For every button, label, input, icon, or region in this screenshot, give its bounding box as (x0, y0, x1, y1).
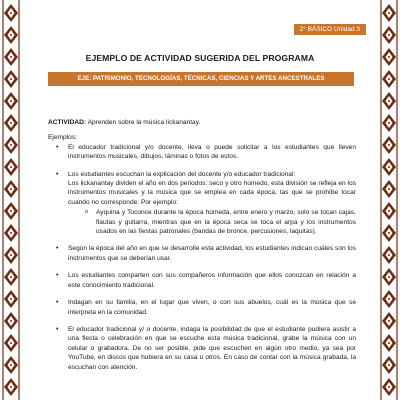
list-item-text: • Los estudiantes escuchan la explicación del docente y/o educador tradicional: (68, 170, 296, 178)
grade-unit-badge: 2° BÁSICO Unidad 3 (294, 24, 366, 35)
list-item (48, 143, 356, 162)
activity-label: ACTIVIDAD: (48, 119, 87, 126)
sub-list-item: o Ayquina y Toconce durante la época húmeda, entre enero y marzo, solo se tocan cajas, flautas y guitarra, mientras que en la época seca se toca el arpa y los instrumentos usados en las fiestas patronales (bandas de bronce, percusiones, laquitas). (68, 208, 356, 236)
ejemplos-heading: Ejemplos: (48, 134, 77, 142)
page-title: EJEMPLO DE ACTIVIDAD SUGERIDA DEL PROGRAMA (85, 53, 315, 63)
examples-list (48, 143, 356, 372)
list-item-text: El educador tradicional y/ o docente, indaga la posibilidad de que el estudiante pudiera asistir a una fiesta o celebración en que se escuche esta música tradicional, grabe la música con un celular o grabadora. De no ser posible, pide que escuchen en algún otro medio, ya sea por YouTube, en discos que hubiera en su casa u otros. En caso de contar con la música grabada, la escuchan con atención. (68, 325, 356, 371)
list-item (48, 244, 356, 263)
list-item-text: Según la época del año en que se desarrolle esta actividad, los estudiantes indican cuáles son los instrumentos que se deberían usar. (68, 245, 356, 262)
activity-line (48, 118, 356, 127)
sub-list (68, 208, 356, 236)
list-item (48, 271, 356, 290)
list-item-text: Indagan en su familia, en el lugar que viven, o con sus abuelos, cuál es la música que se interpreta en la comunidad. (68, 299, 356, 316)
list-item (48, 170, 356, 237)
list-item (48, 325, 356, 372)
list-item-text: El educador tradicional y/o docente, lleva o puede solicitar a los estudiantes que lleven instrumentos musicales, dibujos, láminas o fotos de estos. (68, 143, 356, 161)
eje-banner: EJE: PATRIMONIO, TECNOLOGÍAS, TÉCNICAS, CIENCIAS Y ARTES ANCESTRALES (48, 72, 354, 86)
activity-text: Aprenden sobre la música lickanantay. (86, 119, 201, 126)
activity-content (48, 118, 356, 380)
list-item (48, 298, 356, 317)
list-item-text-2: Los lickanantay dividen el año en dos periodos: seco y otro húmedo, esta división se refleja en los instrumentos musicales y la música que se emplea en cada época, las que se prohíbe tocar cuando no corresponde. Por ejemplo: (68, 180, 356, 206)
list-item-text: Los estudiantes comparten con sus compañeros información que ellos conozcan en relación a este conocimiento tradicional. (68, 272, 356, 289)
